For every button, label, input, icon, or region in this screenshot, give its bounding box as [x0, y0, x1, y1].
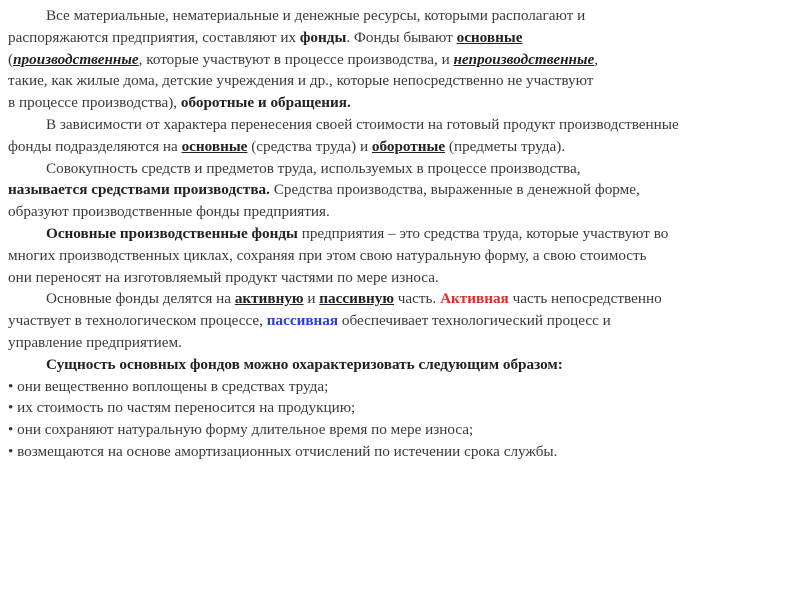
p1-text: распоряжаются предприятия, составляют их — [8, 28, 300, 46]
p4-line-3 — [8, 267, 790, 289]
p2-text: (средства труда) и — [247, 137, 372, 155]
p1-text: такие, как жилые дома, детские учреждения и др., которые непосредственно не участвуют — [8, 72, 594, 90]
p3-line-3 — [8, 201, 790, 223]
p2-line-2 — [8, 136, 790, 158]
bullet-item — [8, 419, 790, 441]
bullet-text: • они вещественно воплощены в средствах труда; — [8, 377, 329, 395]
p1-text: в процессе производства), — [8, 94, 181, 112]
p3-text: Средства производства, выраженные в денежной форме, — [269, 181, 640, 199]
p1-line-3 — [8, 49, 790, 71]
p3-line-2 — [8, 179, 790, 201]
p5-text: часть. — [394, 290, 441, 308]
bullet-item — [8, 441, 790, 463]
p2-line-1 — [8, 114, 790, 136]
p5-text: и — [303, 290, 320, 308]
p1-line-4 — [8, 70, 790, 92]
term-passive-highlight: пассивная — [266, 312, 339, 330]
p3-text: Совокупность средств и предметов труда, используемых в процессе производства, — [46, 159, 581, 177]
term-passive: пассивную — [319, 290, 394, 308]
p5-text: участвует в технологическом процессе, — [8, 312, 267, 330]
p2-text: (предметы труда). — [445, 137, 566, 155]
term-means-of-production: называется средствами производства. — [8, 181, 270, 199]
p1-text: , которые участвуют в процессе производства, и — [138, 50, 454, 68]
p5-line-2 — [8, 310, 790, 332]
p1-text: ( — [8, 50, 14, 68]
bullet-item — [8, 376, 790, 398]
term-main-funds: основные — [181, 137, 248, 155]
term-active: активную — [234, 290, 304, 308]
term-working-funds: оборотные — [371, 137, 446, 155]
essence-heading — [8, 354, 790, 376]
p4-text: многих производственных циклах, сохраняя при этом свою натуральную форму, а свою стоимость — [8, 246, 647, 264]
term-active-highlight: Активная — [440, 290, 509, 308]
p1-line-5 — [8, 92, 790, 114]
p5-line-1 — [8, 288, 790, 310]
p2-text: фонды подразделяются на — [8, 137, 182, 155]
p5-text: обеспечивает технологический процесс и — [338, 312, 611, 330]
p3-text: образуют производственные фонды предприятия. — [8, 203, 330, 221]
term-fixed-production-assets: Основные производственные фонды — [46, 224, 298, 242]
p4-text: предприятия – это средства труда, которые участвуют во — [297, 224, 669, 242]
term-main: основные — [456, 28, 523, 46]
p5-text: часть непосредственно — [508, 290, 662, 308]
p1-line-1 — [8, 5, 790, 27]
p5-text: Основные фонды делятся на — [46, 290, 235, 308]
term-working-circulation: оборотные и обращения. — [180, 94, 351, 112]
p1-text: . Фонды бывают — [346, 28, 457, 46]
term-nonproductive: непроизводственные — [453, 50, 595, 68]
p4-text: они переносят на изготовляемый продукт частями по мере износа. — [8, 268, 439, 286]
bullet-text: • они сохраняют натуральную форму длительное время по мере износа; — [8, 421, 474, 439]
p2-text: В зависимости от характера перенесения своей стоимости на готовый продукт производственные — [46, 115, 679, 133]
term-funds: фонды — [299, 28, 347, 46]
document-text — [8, 5, 790, 463]
p5-text: управление предприятием. — [8, 333, 182, 351]
p4-line-1 — [8, 223, 790, 245]
p3-line-1 — [8, 158, 790, 180]
essence-heading-text: Сущность основных фондов можно охарактеризовать следующим образом: — [46, 355, 563, 373]
term-productive: производственные — [13, 50, 139, 68]
p1-line-2 — [8, 27, 790, 49]
bullet-text: • возмещаются на основе амортизационных отчислений по истечении срока службы. — [8, 442, 558, 460]
p1-text: Все материальные, нематериальные и денежные ресурсы, которыми располагают и — [46, 7, 586, 24]
p4-line-2 — [8, 245, 790, 267]
p1-text: , — [594, 50, 599, 68]
bullet-item — [8, 397, 790, 419]
bullet-text: • их стоимость по частям переносится на продукцию; — [8, 399, 356, 417]
p5-line-3 — [8, 332, 790, 354]
